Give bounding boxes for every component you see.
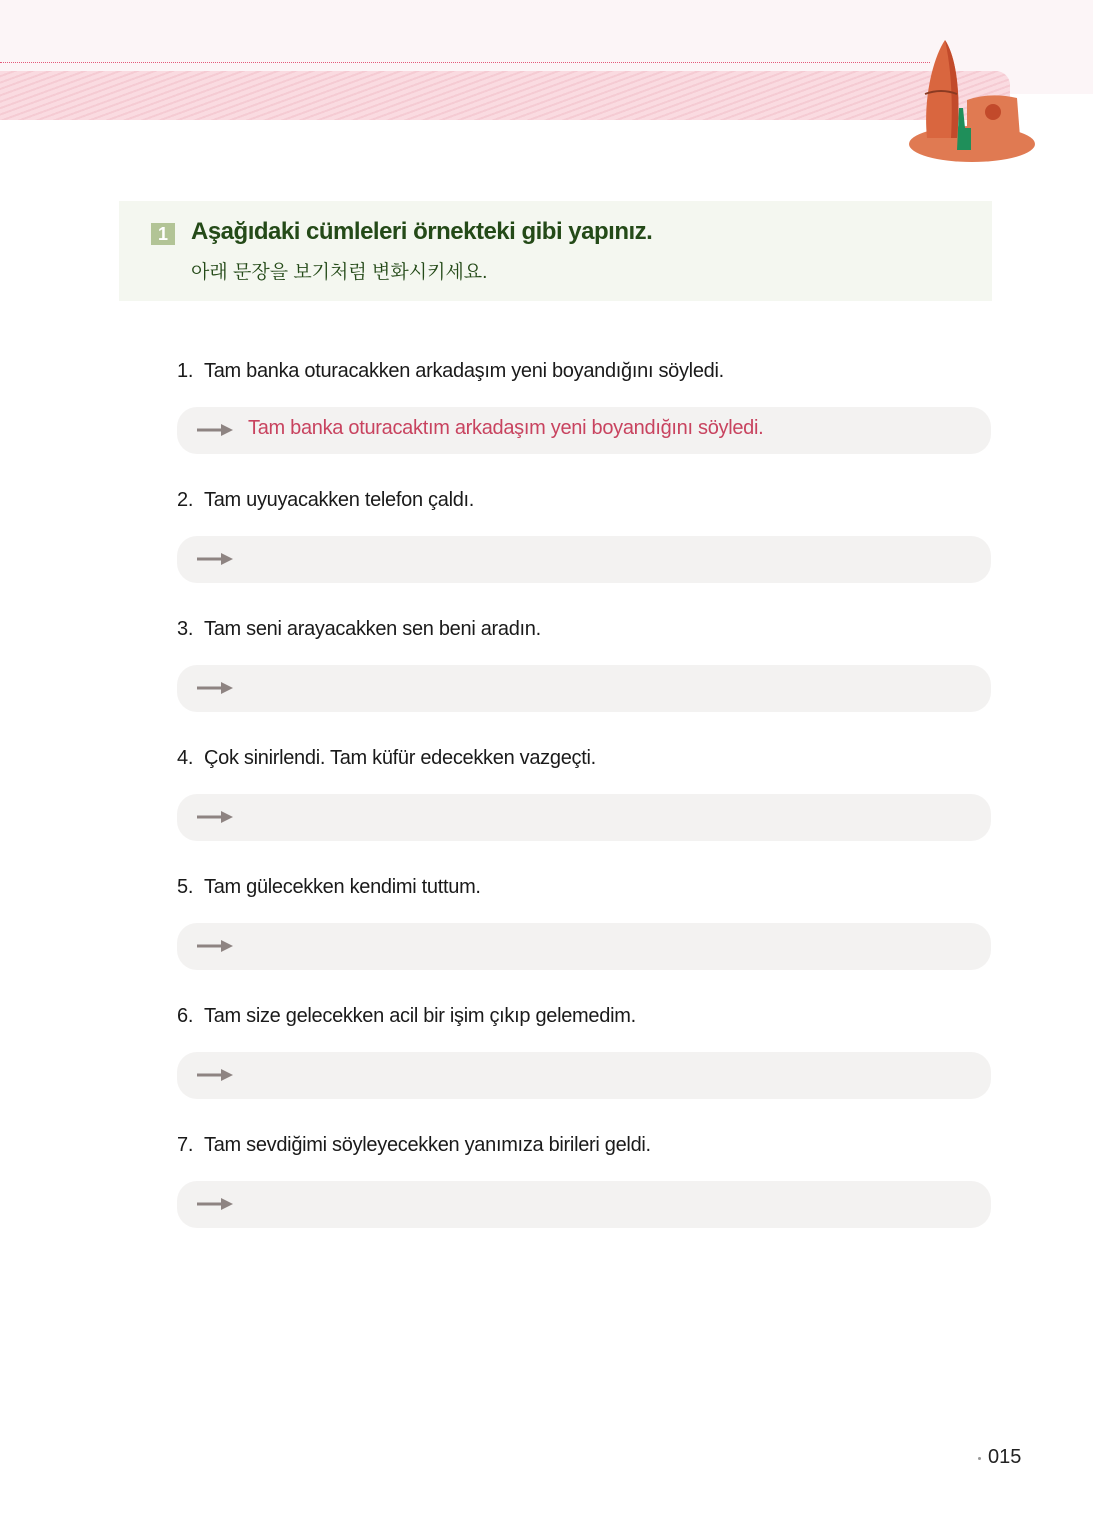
arrow-right-icon [197,1068,233,1082]
arrow-right-icon [197,681,233,695]
question-number: 2. [177,489,194,511]
arrow-right-icon [197,939,233,953]
exercise-item [177,618,991,738]
question-number: 5. [177,876,194,898]
exercise-item [177,360,991,480]
answer-field[interactable] [177,536,991,583]
page-dot [978,1457,981,1460]
question-sentence: Tam sevdiğimi söyleyecekken yanımıza birileri geldi. [204,1134,651,1156]
question-number: 6. [177,1005,194,1027]
question-text [177,618,541,641]
question-sentence: Tam gülecekken kendimi tuttum. [204,876,481,898]
question-text [177,360,724,383]
striped-banner [0,71,1010,120]
answer-field[interactable] [177,665,991,712]
exercise-item [177,1134,991,1254]
arrow-right-icon [197,810,233,824]
question-number: 3. [177,618,194,640]
arrow-right-icon [197,1197,233,1211]
exercise-subtitle: 아래 문장을 보기처럼 변화시키세요. [191,262,488,283]
exercise-item [177,876,991,996]
question-sentence: Tam banka oturacakken arkadaşım yeni boyandığını söyledi. [204,360,724,382]
question-text [177,489,474,512]
question-sentence: Tam uyuyacakken telefon çaldı. [204,489,475,511]
dotted-divider [0,62,930,63]
answer-field[interactable] [177,794,991,841]
exercise-item [177,1005,991,1125]
exercise-title: Aşağıdaki cümleleri örnekteki gibi yapınız. [191,218,653,245]
question-text [177,1134,651,1157]
answer-text: Tam banka oturacaktım arkadaşım yeni boyandığını söyledi. [248,417,764,439]
question-text [177,876,481,899]
answer-field[interactable] [177,407,991,454]
exercise-header [119,201,992,301]
question-text [177,747,596,770]
answer-field[interactable] [177,1181,991,1228]
exercise-number-badge: 1 [151,223,175,245]
arrow-right-icon [197,552,233,566]
question-sentence: Tam seni arayacakken sen beni aradın. [204,618,541,640]
page-number: 015 [988,1446,1022,1468]
exercise-item [177,489,991,609]
stone-heads-illustration [905,38,1040,164]
question-number: 1. [177,360,194,382]
question-sentence: Tam size gelecekken acil bir işim çıkıp gelemedim. [204,1005,636,1027]
answer-field[interactable] [177,1052,991,1099]
arrow-right-icon [197,423,233,437]
exercise-item [177,747,991,867]
question-number: 7. [177,1134,194,1156]
question-sentence: Çok sinirlendi. Tam küfür edecekken vazgeçti. [204,747,596,769]
question-number: 4. [177,747,194,769]
answer-field[interactable] [177,923,991,970]
question-text [177,1005,636,1028]
